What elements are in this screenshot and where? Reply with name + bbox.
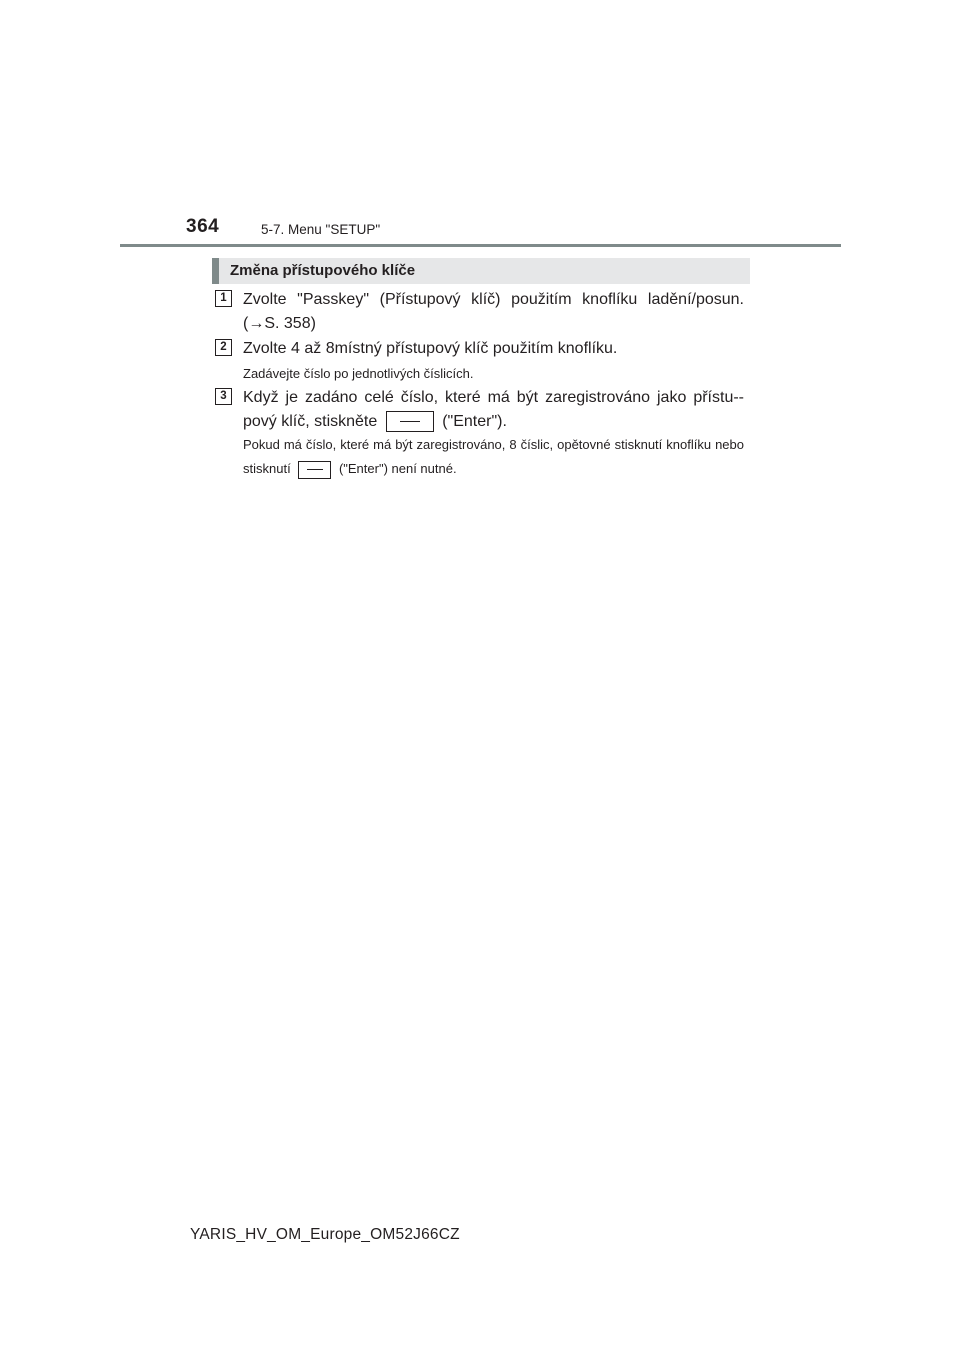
header-rule xyxy=(120,244,841,247)
section-title: 5-7. Menu "SETUP" xyxy=(261,222,381,237)
step-2-text: Zvolte 4 až 8místný přístupový klíč použitím knoflíku. xyxy=(243,340,618,357)
document-footer: YARIS_HV_OM_Europe_OM52J66CZ xyxy=(190,1226,460,1243)
page-number: 364 xyxy=(186,216,220,237)
step-2-badge: 2 xyxy=(215,339,232,356)
step-3-text-before: Když je zadáno celé číslo, které má být zaregistrováno jako přístu-pový klíč, stiskněte xyxy=(243,389,744,430)
step-3-note-after: ("Enter") není nutné. xyxy=(338,461,457,476)
heading-text: Změna přístupového klíče xyxy=(230,262,416,279)
step-2-note: Zadávejte číslo po jednotlivých číslicích. xyxy=(243,366,474,381)
step-3-note-before: Pokud má číslo, které má být zaregistrováno, 8 číslic, opětovné stisknutí knoflíku nebo stisknutí xyxy=(243,437,744,476)
step-3-text-after: ("Enter"). xyxy=(442,412,507,430)
enter-key-icon xyxy=(298,461,331,479)
step-1-badge: 1 xyxy=(215,290,232,307)
step-3-badge: 3 xyxy=(215,388,232,405)
enter-key-icon xyxy=(386,411,434,432)
step-3-note xyxy=(243,433,744,481)
step-3-text xyxy=(243,386,744,433)
heading-bar xyxy=(212,258,750,284)
step-1-text: Zvolte "Passkey" (Přístupový klíč) použitím knoflíku ladění/posun. (→S. 358) xyxy=(243,291,744,332)
